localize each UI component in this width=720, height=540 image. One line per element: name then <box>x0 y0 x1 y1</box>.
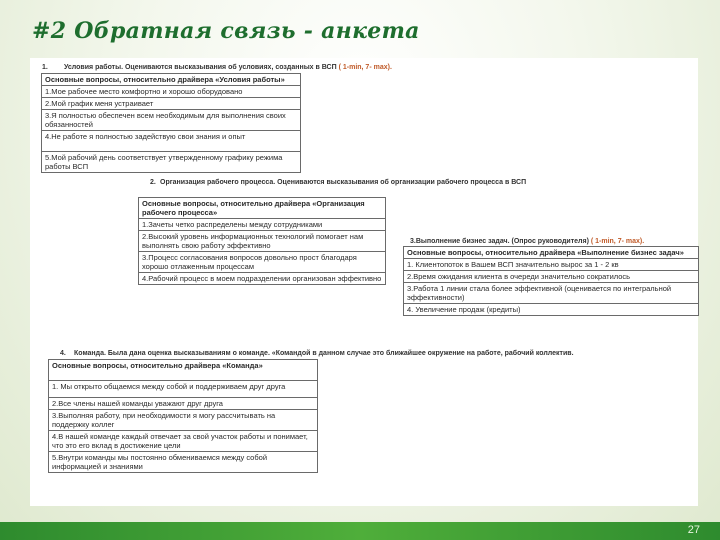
section-1-table <box>41 73 301 173</box>
section-1-scale: ( 1-min, 7- max). <box>338 64 392 71</box>
section-2-row: 4.Рабочий процесс в моем подразделении организован эффективно <box>139 273 386 285</box>
section-4-row: 2.Все члены нашей команды уважают друг друга <box>49 398 318 410</box>
section-2-title: Организация рабочего процесса. Оцениваются высказывания об организации рабочего процесса в ВСП <box>160 179 527 186</box>
section-2-header: Основные вопросы, относительно драйвера «Организация рабочего процесса» <box>139 198 386 219</box>
section-1-title: Условия работы. Оцениваются высказывания об условиях, созданных в ВСП <box>64 64 337 71</box>
section-1-row: 2.Мой график меня устраивает <box>42 98 301 110</box>
footer-band <box>0 522 720 540</box>
section-4-title: Команда. Была дана оценка высказываниям о команде. «Командой в данном случае это ближайшее окружение на работе, рабочий коллектив. <box>74 350 574 357</box>
section-1-row: 3.Я полностью обеспечен всем необходимым для выполнения своих обязанностей <box>42 110 301 131</box>
section-2-table <box>138 197 386 285</box>
section-3-heading <box>410 238 644 245</box>
page-number: 27 <box>687 524 700 536</box>
slide-title: #2 Обратная связь - анкета <box>32 18 420 44</box>
section-2-number: 2. <box>150 179 156 186</box>
section-4-header: Основные вопросы, относительно драйвера «Команда» <box>49 360 318 381</box>
section-3-row: 1. Клиентопоток в Вашем ВСП значительно вырос за 1 - 2 кв <box>404 259 699 271</box>
section-4-row: 1. Мы открыто общаемся между собой и поддерживаем друг друга <box>49 381 318 398</box>
section-4-row: 5.Внутри команды мы постоянно обмениваемся между собой информацией и знаниями <box>49 452 318 473</box>
section-1-row: 4.Не работе я полностью задействую свои знания и опыт <box>42 131 301 152</box>
section-3-table <box>403 246 699 316</box>
section-1-row: 1.Мое рабочее место комфортно и хорошо оборудовано <box>42 86 301 98</box>
section-2-row: 1.Зачеты четко распределены между сотрудниками <box>139 219 386 231</box>
section-4-heading <box>60 350 574 357</box>
section-2-heading <box>150 179 526 186</box>
section-3-row: 3.Работа 1 линии стала более эффективной (оценивается по интегральной эффективности) <box>404 283 699 304</box>
section-1-number: 1. <box>42 64 48 71</box>
section-4-row: 3.Выполняя работу, при необходимости я могу рассчитывать на поддержку коллег <box>49 410 318 431</box>
section-3-row: 2.Время ожидания клиента в очереди значительно сократилось <box>404 271 699 283</box>
section-3-header: Основные вопросы, относительно драйвера «Выполнение бизнес задач» <box>404 247 699 259</box>
section-4-number: 4. <box>60 350 66 357</box>
section-3-row: 4. Увеличение продаж (кредиты) <box>404 304 699 316</box>
section-3-scale: ( 1-min, 7- max). <box>590 238 645 245</box>
section-3-title: 3.Выполнение бизнес задач. (Опрос руководителя) <box>410 238 589 245</box>
section-1-header: Основные вопросы, относительно драйвера «Условия работы» <box>42 74 301 86</box>
section-2-row: 2.Высокий уровень информационных технологий помогает нам выполнять свою работу эффективно <box>139 231 386 252</box>
section-2-row: 3.Процесс согласования вопросов довольно прост благодаря хорошо отлаженным процессам <box>139 252 386 273</box>
section-1-row: 5.Мой рабочий день соответствует утвержденному графику режима работы ВСП <box>42 152 301 173</box>
section-4-table <box>48 359 318 473</box>
section-4-row: 4.В нашей команде каждый отвечает за свой участок работы и понимает, что это его вклад в достижение цели <box>49 431 318 452</box>
section-1-heading <box>42 64 392 71</box>
